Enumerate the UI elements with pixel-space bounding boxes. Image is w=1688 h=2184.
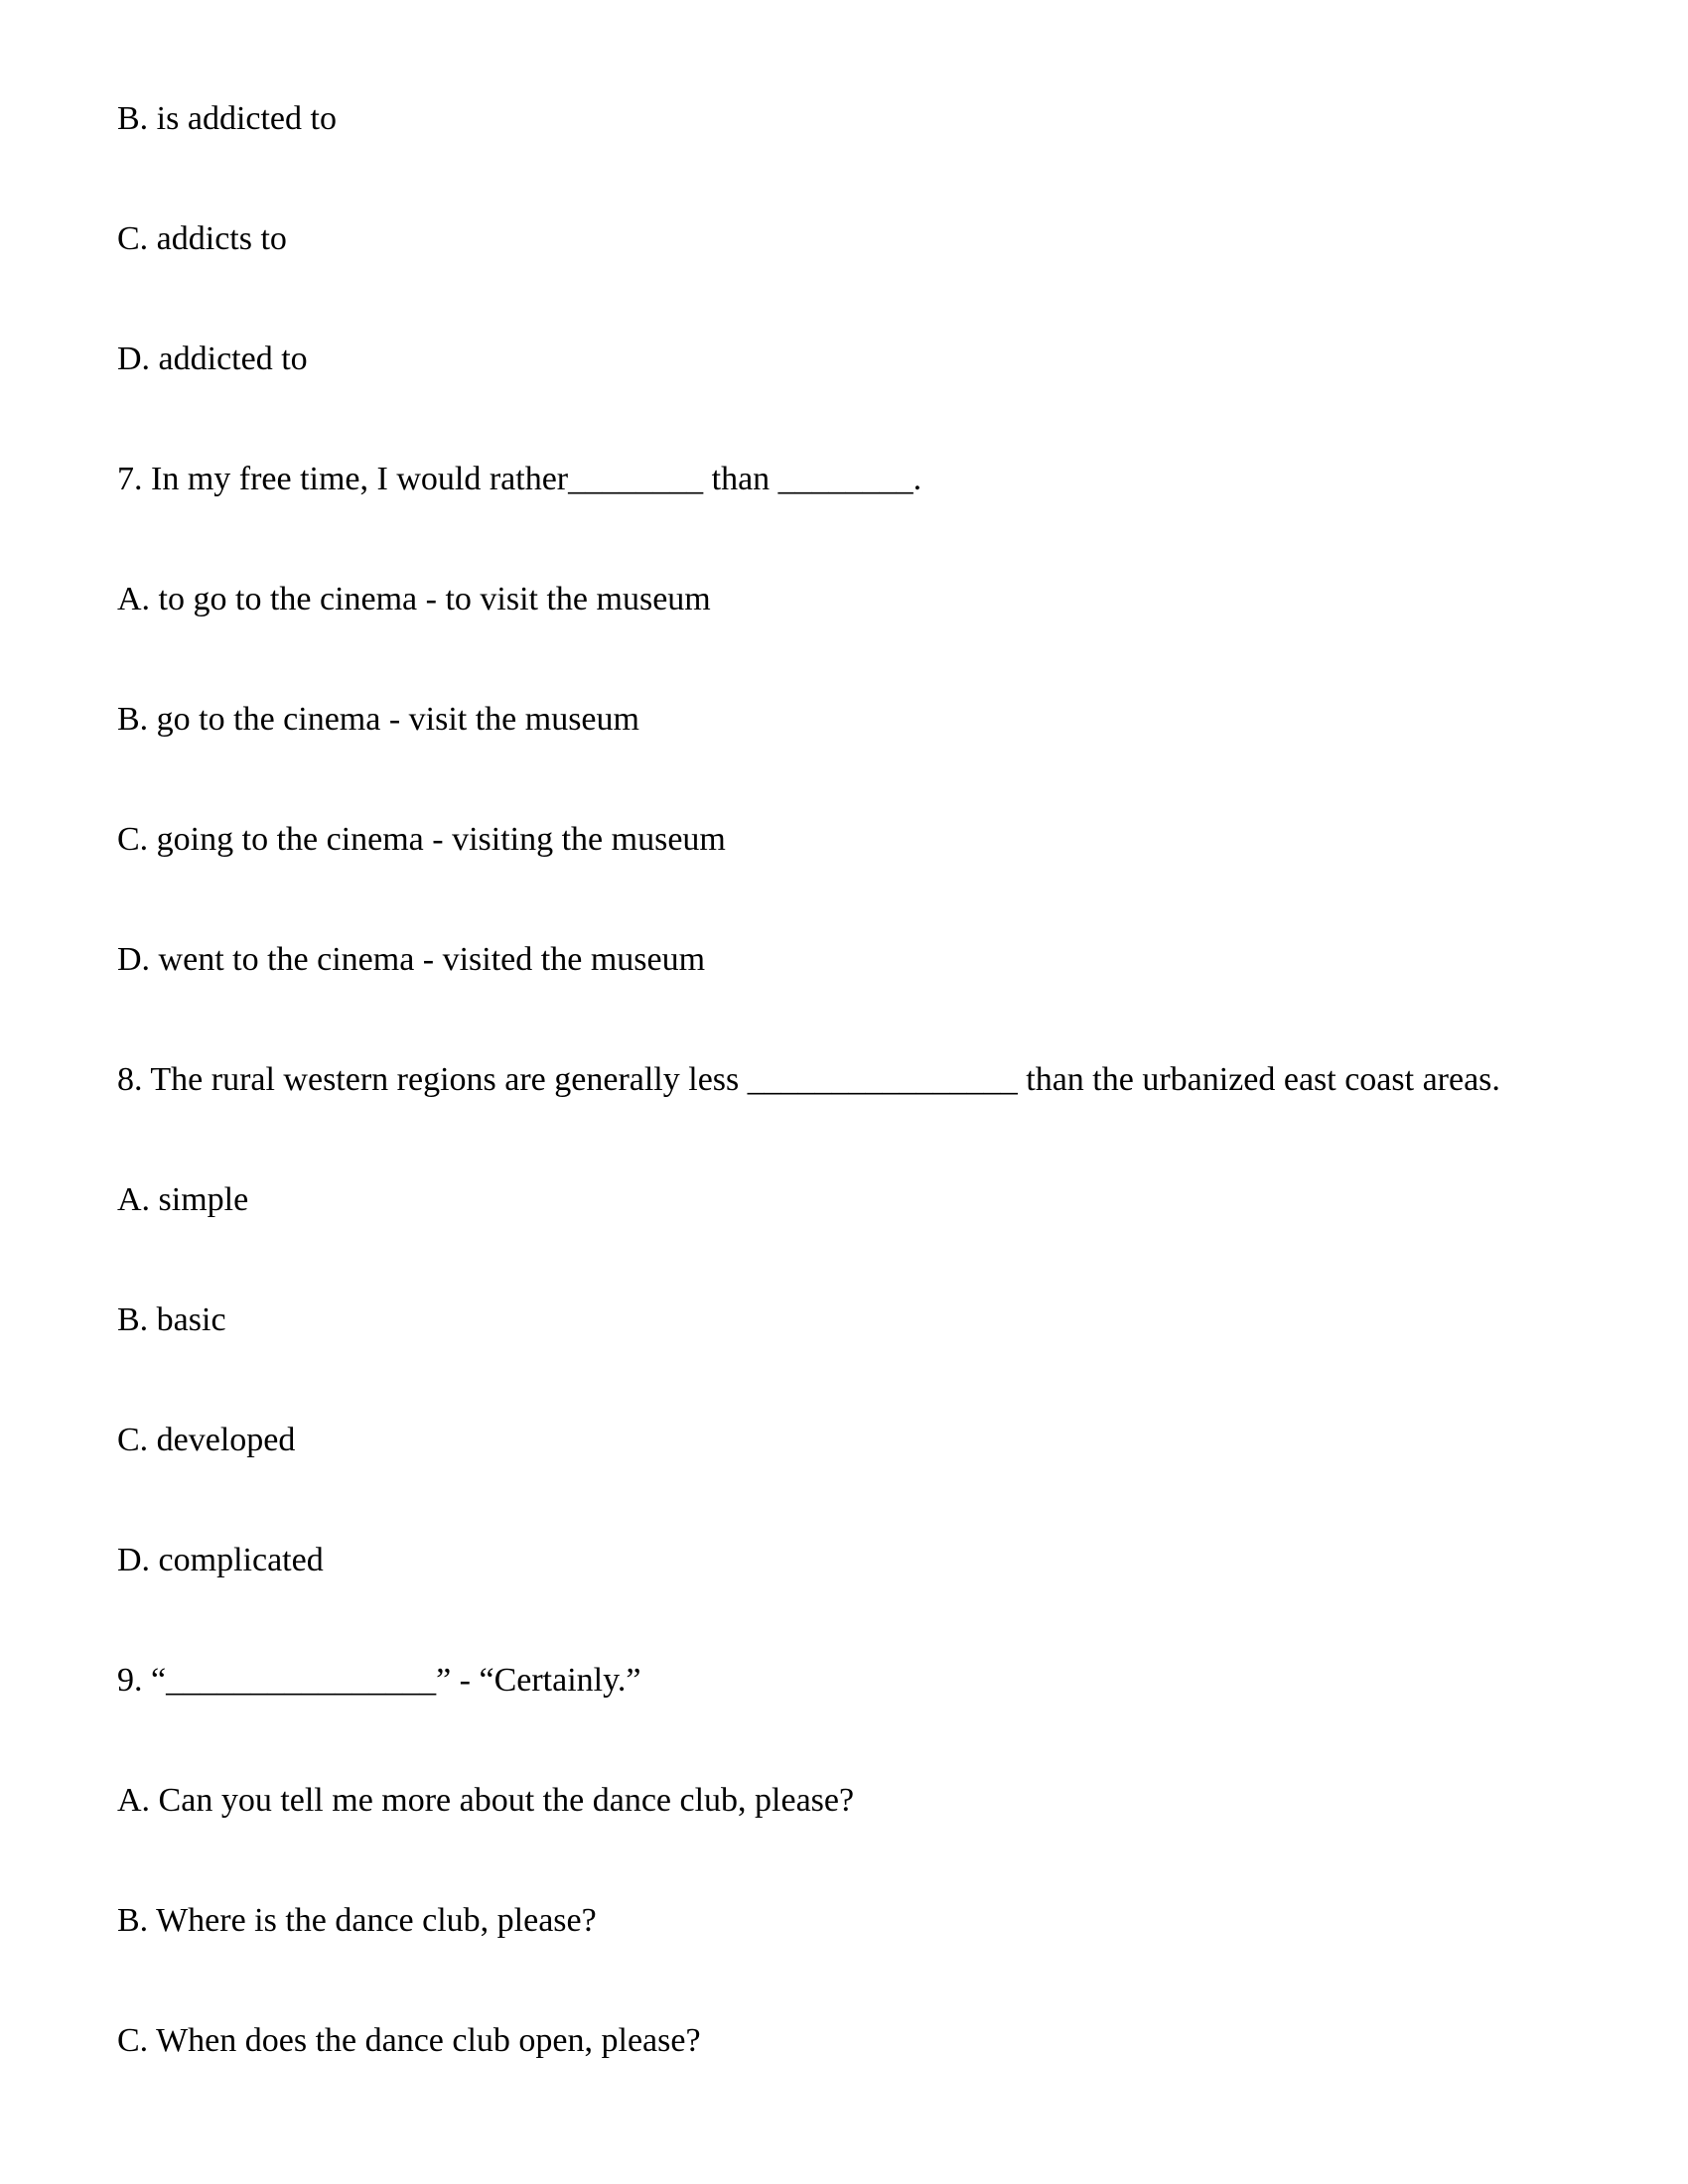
question-8: 8. The rural western regions are generally less ________________ than the urbanized east coast areas. [117, 1061, 1500, 1098]
q7-option-d: D. went to the cinema - visited the museum [117, 941, 706, 978]
q6-option-d: D. addicted to [117, 341, 308, 377]
q7-option-c: C. going to the cinema - visiting the museum [117, 821, 726, 858]
q9-option-b: B. Where is the dance club, please? [117, 1902, 597, 1939]
q9-option-c: C. When does the dance club open, please? [117, 2022, 701, 2059]
q8-option-c: C. developed [117, 1422, 296, 1458]
q8-option-a: A. simple [117, 1181, 249, 1218]
q9-option-a: A. Can you tell me more about the dance club, please? [117, 1782, 855, 1819]
q8-option-d: D. complicated [117, 1542, 324, 1578]
q7-option-a: A. to go to the cinema - to visit the museum [117, 581, 711, 617]
question-9: 9. “________________” - “Certainly.” [117, 1662, 641, 1699]
q7-option-b: B. go to the cinema - visit the museum [117, 701, 639, 738]
question-7: 7. In my free time, I would rather________ than ________. [117, 461, 922, 497]
q6-option-b: B. is addicted to [117, 100, 337, 137]
q6-option-c: C. addicts to [117, 220, 287, 257]
q8-option-b: B. basic [117, 1301, 226, 1338]
